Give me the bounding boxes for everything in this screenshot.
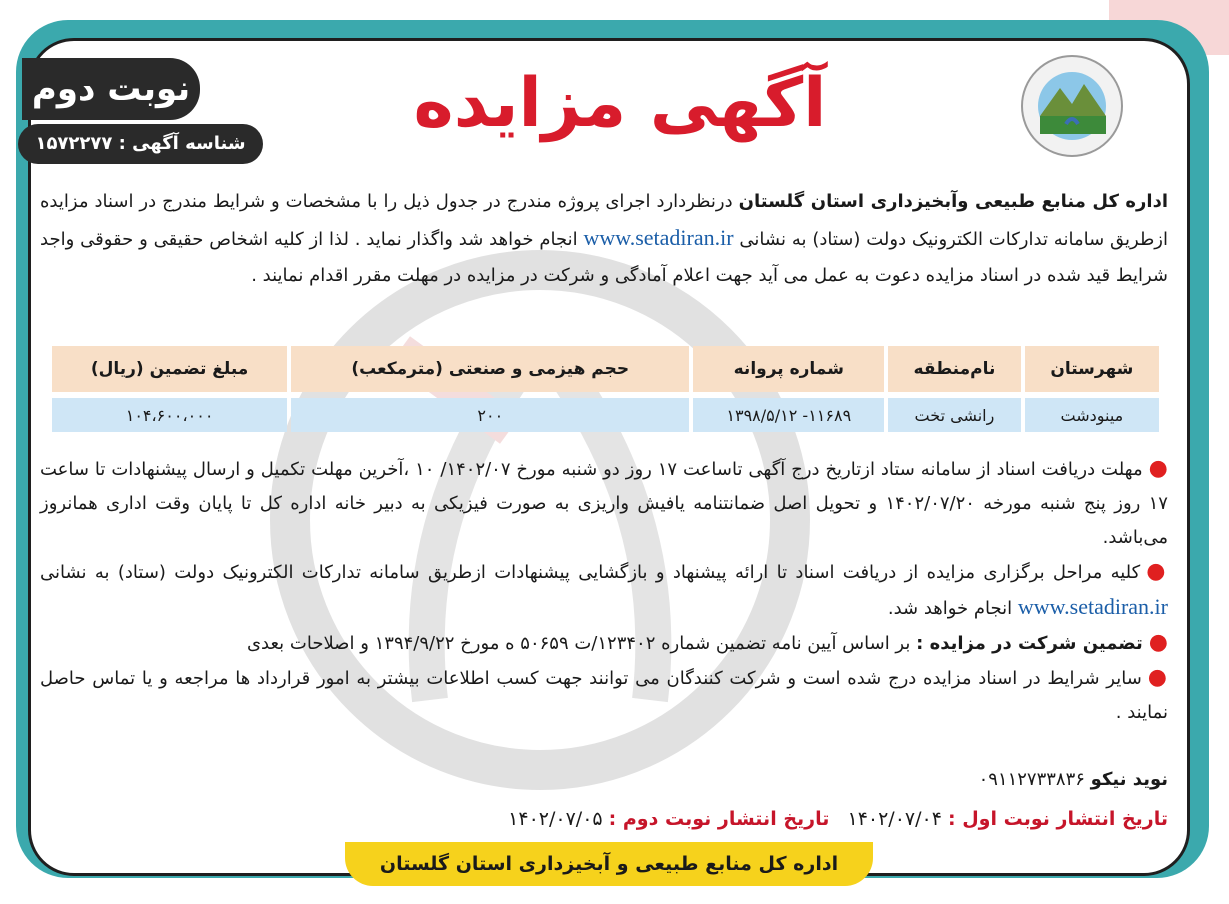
list-item: [40, 626, 1168, 661]
publish-dates: [40, 802, 1168, 836]
list-item: [40, 661, 1168, 730]
setad-link[interactable]: www.setadiran.ir: [583, 225, 734, 250]
signer: [40, 764, 1168, 796]
bullet-icon: ●: [1147, 665, 1168, 690]
bullet-text: مهلت دریافت اسناد از سامانه ستاد ازتاریخ درج آگهی تاساعت ۱۷ روز دو شنبه مورخ ۱۴۰۲/۰۷/ ۱۰ ،آخرین مهلت تکمیل و ارسال پیشنهادات تا ساعت ۱۷ روز پنج شنبه مورخه ۱۴۰۲/۰۷/۲۰ و تحویل اصل ضمانتنامه یافیش واریزی به صورت فیزیکی به دبیر خانه اداره کل تا پایان وقت اداری همانروز می‌باشد.: [40, 459, 1168, 548]
bullet-text: سایر شرایط در اسناد مزایده درج شده است و شرکت کنندگان می توانند جهت کسب اطلاعات بیشتر به امور قرارداد ها مراجعه و یا تماس حاصل نمایند .: [40, 668, 1168, 723]
first-date-label: تاریخ انتشار نوبت اول :: [947, 808, 1168, 830]
table-cell: رانشی تخت: [888, 398, 1021, 432]
second-date-label: تاریخ انتشار نوبت دوم :: [608, 808, 830, 830]
table-cell: ۱۰۴،۶۰۰،۰۰۰: [52, 398, 287, 432]
bullet-text: کلیه مراحل برگزاری مزایده از دریافت اسناد تا ارائه پیشنهاد و بازگشایی پیشنهادات ازطریق سامانه تدارکات الکترونیک دولت (ستاد) به نشانی: [40, 562, 1141, 583]
org-name: اداره کل منابع طبیعی وآبخیزداری استان گلستان: [738, 191, 1168, 212]
setad-link-2[interactable]: www.setadiran.ir: [1017, 594, 1168, 619]
round-badge: نوبت دوم: [22, 58, 200, 120]
guarantee-label: تضمین شرکت در مزایده :: [916, 633, 1143, 654]
intro-text-2: انجام خواهد شد واگذار نماید . لذا از کلیه اشخاص حقیقی و حقوقی واجد شرایط قید شده در اسناد مزایده دعوت به عمل می آید جهت اعلام آمادگی و شرکت در مزایده در مهلت مقرر اقدام نمایند .: [40, 229, 1168, 286]
col-header: شماره پروانه: [693, 346, 884, 392]
table-cell: ۲۰۰: [291, 398, 689, 432]
auction-table: [48, 340, 1163, 438]
intro-text-1: درنظردارد اجرای پروژه مندرج در جدول ذیل را با مشخصات و شرایط مندرج در اسناد مزایده ازطریق سامانه تدارکات الکترونیک دولت (ستاد) به نشانی: [40, 191, 1168, 250]
table-cell: مینودشت: [1025, 398, 1159, 432]
list-item: [40, 555, 1168, 626]
table-row: [52, 398, 1159, 432]
ad-id-badge: [18, 124, 263, 164]
footer-org-banner: اداره کل منابع طبیعی و آبخیزداری استان گلستان: [345, 842, 873, 886]
bullet-icon: ●: [1146, 559, 1169, 584]
bullet-icon: ●: [1148, 630, 1168, 655]
col-header: مبلغ تضمین (ریال): [52, 346, 287, 392]
col-header: نام‌منطقه: [888, 346, 1021, 392]
col-header: حجم هیزمی و صنعتی (مترمکعب): [291, 346, 689, 392]
ad-id-label: شناسه آگهی :: [118, 133, 246, 154]
bullet-text: انجام خواهد شد.: [887, 598, 1013, 619]
page-title: آگهی مزایده: [413, 64, 827, 143]
table-header-row: [52, 346, 1159, 392]
conditions-list: [40, 452, 1168, 730]
bullet-text: بر اساس آیین نامه تضمین شماره ۱۲۳۴۰۲/ت ۵۰۶۵۹ ه مورخ ۱۳۹۴/۹/۲۲ و اصلاحات بعدی: [246, 633, 911, 654]
intro-paragraph: [40, 184, 1168, 294]
second-date-value: ۱۴۰۲/۰۷/۰۵: [508, 808, 603, 830]
signer-name: نوید نیکو: [1090, 769, 1168, 790]
org-logo-icon: [1020, 54, 1124, 158]
signer-phone: ۰۹۱۱۲۷۳۳۸۳۶: [978, 769, 1085, 790]
list-item: [40, 452, 1168, 555]
first-date-value: ۱۴۰۲/۰۷/۰۴: [847, 808, 942, 830]
table-cell: ۱۱۶۸۹- ۱۳۹۸/۵/۱۲: [693, 398, 884, 432]
bullet-icon: ●: [1148, 456, 1168, 481]
col-header: شهرستان: [1025, 346, 1159, 392]
ad-id-value: ۱۵۷۲۲۷۷: [35, 133, 113, 154]
